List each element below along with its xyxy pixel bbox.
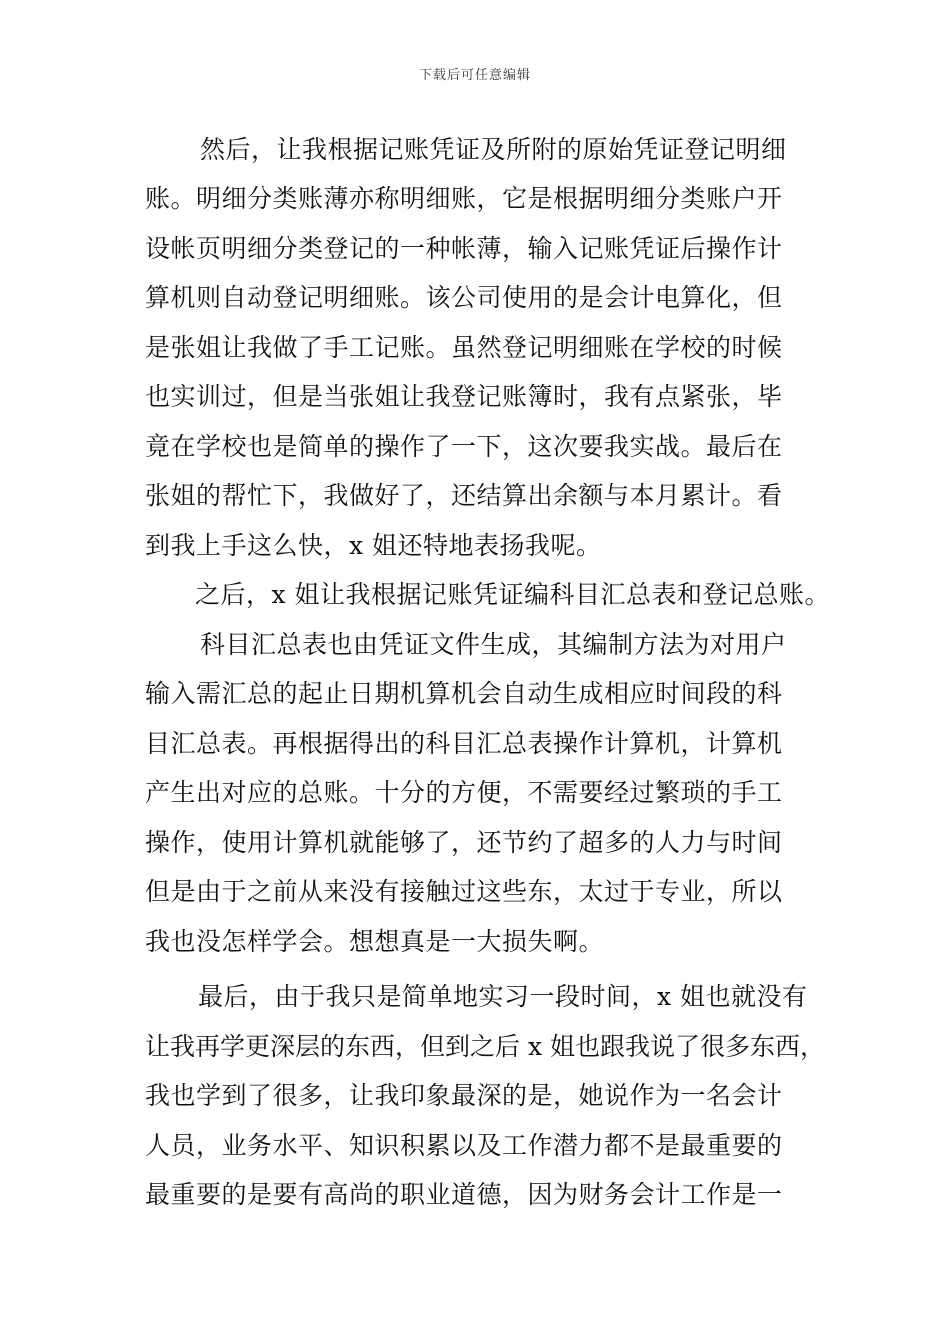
text-line: 到我上手这么快，x 姐还特地表扬我呢。 bbox=[145, 531, 602, 560]
text-line: 目汇总表。再根据得出的科目汇总表操作计算机，计算机 bbox=[145, 729, 783, 758]
text-line: 让我再学更深层的东西，但到之后 x 姐也跟我说了很多东西， bbox=[145, 1032, 825, 1061]
text-line: 操作，使用计算机就能够了，还节约了超多的人力与时间 bbox=[145, 828, 783, 857]
text-line: 输入需汇总的起止日期机算机会自动生成相应时间段的科 bbox=[145, 679, 783, 708]
text-line: 但是由于之前从来没有接触过这些东，太过于专业，所以 bbox=[145, 877, 783, 906]
text-line: 人员，业务水平、知识积累以及工作潜力都不是最重要的 bbox=[145, 1131, 783, 1160]
text-line: 张姐的帮忙下，我做好了，还结算出余额与本月累计。看 bbox=[145, 481, 783, 510]
page-header: 下载后可任意编辑 bbox=[418, 68, 531, 83]
text-line: 产生出对应的总账。十分的方便，不需要经过繁琐的手工 bbox=[145, 778, 783, 807]
text-line: 科目汇总表也由凭证文件生成，其编制方法为对用户 bbox=[200, 630, 787, 659]
text-line: 算机则自动登记明细账。该公司使用的是会计电算化，但 bbox=[145, 283, 783, 312]
text-line: 账。明细分类账薄亦称明细账，它是根据明细分类账户开 bbox=[145, 184, 783, 213]
text-line: 也实训过，但是当张姐让我登记账簿时，我有点紧张，毕 bbox=[145, 382, 783, 411]
text-line: 竟在学校也是简单的操作了一下，这次要我实战。最后在 bbox=[145, 432, 783, 461]
text-line: 最后，由于我只是简单地实习一段时间，x 姐也就没有 bbox=[198, 982, 808, 1011]
text-line: 最重要的是要有高尚的职业道德，因为财务会计工作是一 bbox=[145, 1180, 783, 1209]
text-line: 我也没怎样学会。想想真是一大损失啊。 bbox=[145, 927, 605, 956]
text-line: 我也学到了很多，让我印象最深的是，她说作为一名会计 bbox=[145, 1081, 783, 1110]
text-line: 是张姐让我做了手工记账。虽然登记明细账在学校的时候 bbox=[145, 333, 783, 362]
text-line: 设帐页明细分类登记的一种帐薄，输入记账凭证后操作计 bbox=[145, 234, 783, 263]
text-line: 然后，让我根据记账凭证及所附的原始凭证登记明细 bbox=[200, 135, 787, 164]
text-line: 之后，x 姐让我根据记账凭证编科目汇总表和登记总账。 bbox=[195, 580, 831, 609]
